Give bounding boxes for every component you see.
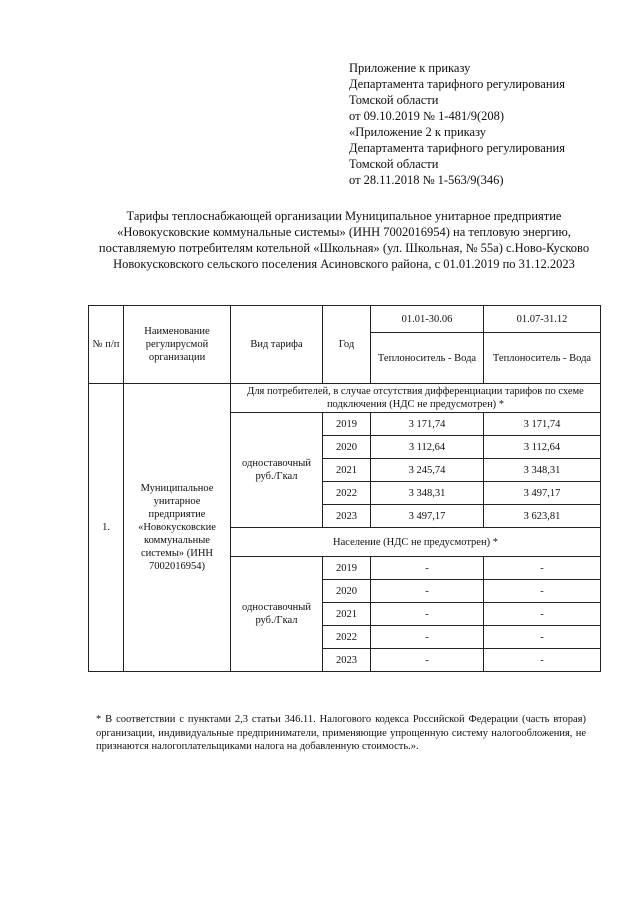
- value-cell: 3 245,74: [371, 459, 484, 482]
- header-carrier-1: Теплоноситель - Вода: [371, 333, 484, 384]
- document-title: Тарифы теплоснабжающей организации Муниципальное унитарное предприятие «Новокусковские коммунальные системы» (ИНН 7002016954) на тепловую энергию, поставляемую потребителям котельной «Школьная» (ул. Школьная, № 55а) с.Ново-Кусково Новокусковского сельского поселения Асиновского района, с 01.01.2019 по 31.12.2023: [98, 209, 590, 271]
- year-cell: 2023: [323, 505, 371, 528]
- year-cell: 2020: [323, 580, 371, 603]
- value-cell: -: [371, 649, 484, 672]
- header-line: от 28.11.2018 № 1-563/9(346): [349, 173, 504, 187]
- value-cell: 3 112,64: [371, 436, 484, 459]
- value-cell: 3 497,17: [371, 505, 484, 528]
- header-year: Год: [323, 306, 371, 384]
- year-cell: 2023: [323, 649, 371, 672]
- year-cell: 2021: [323, 459, 371, 482]
- value-cell: -: [484, 603, 601, 626]
- header-carrier-2: Теплоноситель - Вода: [484, 333, 601, 384]
- header-tariff-type: Вид тарифа: [231, 306, 323, 384]
- value-cell: 3 497,17: [484, 482, 601, 505]
- header-line: «Приложение 2 к приказу: [349, 125, 487, 139]
- value-cell: -: [484, 580, 601, 603]
- year-cell: 2022: [323, 482, 371, 505]
- header-line: Приложение к приказу: [349, 61, 471, 75]
- year-cell: 2022: [323, 626, 371, 649]
- header-period-1: 01.01-30.06: [371, 306, 484, 333]
- value-cell: 3 623,81: [484, 505, 601, 528]
- value-cell: -: [484, 649, 601, 672]
- header-org: Наименование регулирусмой организации: [124, 306, 231, 384]
- tariff-label: одноставочный руб./Гкал: [231, 557, 323, 672]
- header-line: Департамента тарифного регулирования: [349, 141, 565, 155]
- value-cell: 3 171,74: [371, 413, 484, 436]
- row-number: 1.: [89, 384, 124, 672]
- value-cell: -: [371, 557, 484, 580]
- header-line: Департамента тарифного регулирования: [349, 77, 565, 91]
- footnote: * В соответствии с пунктами 2,3 статьи 346.11. Налогового кодекса Российской Федерации (часть вторая) организации, индивидуальные предприниматели, применяющие упрощенную систему налогообложения, не признаются налогоплательщиками налога на добавленную стоимость.».: [96, 714, 586, 752]
- header-num: № п/п: [89, 306, 124, 384]
- document-header: [349, 60, 619, 188]
- header-line: от 09.10.2019 № 1-481/9(208): [349, 109, 505, 123]
- tariff-label: одноставочный руб./Гкал: [231, 413, 323, 528]
- value-cell: 3 171,74: [484, 413, 601, 436]
- year-cell: 2021: [323, 603, 371, 626]
- value-cell: -: [484, 557, 601, 580]
- value-cell: 3 348,31: [484, 459, 601, 482]
- section-title: Население (НДС не предусмотрен) *: [231, 528, 601, 557]
- year-cell: 2020: [323, 436, 371, 459]
- header-line: Томской области: [349, 93, 439, 107]
- year-cell: 2019: [323, 557, 371, 580]
- section-title: Для потребителей, в случае отсутствия дифференциации тарифов по схеме подключения (НДС не предусмотрен) *: [231, 384, 601, 413]
- value-cell: 3 112,64: [484, 436, 601, 459]
- value-cell: 3 348,31: [371, 482, 484, 505]
- value-cell: -: [371, 603, 484, 626]
- header-line: Томской области: [349, 157, 439, 171]
- value-cell: -: [484, 626, 601, 649]
- organization-name: Муниципальное унитарное предприятие «Новокусковские коммунальные системы» (ИНН 7002016954): [124, 384, 231, 672]
- value-cell: -: [371, 580, 484, 603]
- tariff-table: [88, 305, 601, 672]
- value-cell: -: [371, 626, 484, 649]
- year-cell: 2019: [323, 413, 371, 436]
- header-period-2: 01.07-31.12: [484, 306, 601, 333]
